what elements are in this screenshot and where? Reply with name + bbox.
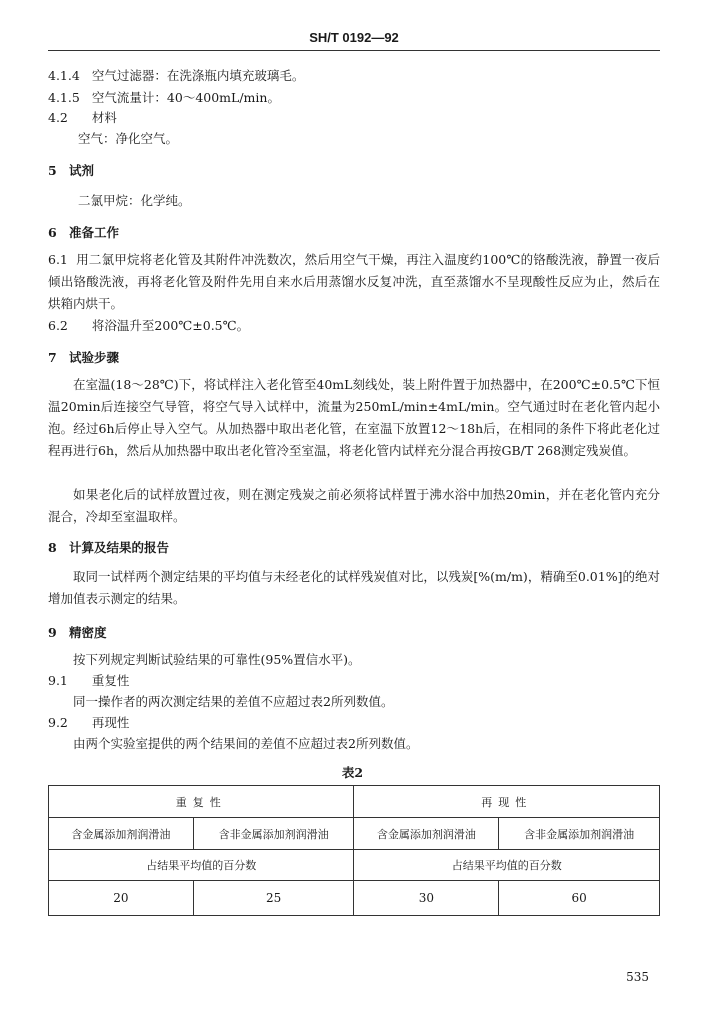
materials-air: 空气：净化空气。 <box>78 131 179 146</box>
precision-table <box>48 785 660 916</box>
clause-number: 4.2 <box>48 110 68 125</box>
section-9-title <box>48 623 107 641</box>
table-row <box>49 786 660 818</box>
group-header-repeatability: 重复性 <box>49 786 354 818</box>
section-heading: 试验步骤 <box>69 350 120 365</box>
section-5-title <box>48 161 94 179</box>
table-value-cell: 25 <box>193 881 354 916</box>
clause-text: 再现性 <box>91 715 130 730</box>
section-7-paragraph-2: 如果老化后的试样放置过夜，则在测定残炭之前必须将试样置于沸水浴中加热20min，并在老化管内充分混合，冷却至室温取样。 <box>48 487 660 524</box>
table-header-cell: 含金属添加剂润滑油 <box>49 818 194 850</box>
clause-number: 4.1.5 <box>48 90 80 105</box>
section-heading: 计算及结果的报告 <box>69 540 170 555</box>
table-header-cell: 含非金属添加剂润滑油 <box>499 818 660 850</box>
section-6-title <box>48 223 119 241</box>
section-number: 9 <box>48 625 57 640</box>
clause-number: 6.1 <box>48 252 68 267</box>
clause-number: 9.2 <box>48 715 68 730</box>
section-heading: 准备工作 <box>69 225 120 240</box>
section-number: 5 <box>48 163 57 178</box>
page-header: SH/T 0192—92 <box>48 30 660 51</box>
clause-number: 9.1 <box>48 673 68 688</box>
table-value-cell: 60 <box>499 881 660 916</box>
table-header-cell: 含金属添加剂润滑油 <box>354 818 499 850</box>
table-value-cell: 30 <box>354 881 499 916</box>
clause-text: 重复性 <box>91 673 130 688</box>
section-heading: 精密度 <box>69 625 107 640</box>
table-header-cell: 含非金属添加剂润滑油 <box>193 818 354 850</box>
table-caption: 表2 <box>341 765 364 780</box>
section-7-title <box>48 348 119 366</box>
clause-text: 空气过滤器：在洗涤瓶内填充玻璃毛。 <box>91 68 305 83</box>
clause-text: 空气流量计：40～400mL/min。 <box>91 90 280 105</box>
clause-4-2 <box>48 108 117 126</box>
table-row <box>49 818 660 850</box>
clause-4-1-4 <box>48 66 304 84</box>
clause-text: 用二氯甲烷将老化管及其附件冲洗数次，然后用空气干燥，再注入温度约100℃的铬酸洗液，静置一夜后倾出铬酸洗液，再将老化管及附件先用自来水后用蒸馏水反复冲洗，直至蒸馏水不呈现酸性反应为止，然后在烘箱内烘干。 <box>48 252 661 311</box>
repeatability-text: 同一操作者的两次测定结果的差值不应超过表2所列数值。 <box>73 694 394 709</box>
unit-label-cell: 占结果平均值的百分数 <box>49 850 354 881</box>
section-8-title <box>48 538 169 556</box>
clause-number: 6.2 <box>48 318 68 333</box>
clause-4-1-5 <box>48 88 280 106</box>
table-row <box>49 850 660 881</box>
section-8-paragraph: 取同一试样两个测定结果的平均值与未经老化的试样残炭值对比，以残炭[%(m/m)，精确至0.01%]的绝对增加值表示测定的结果。 <box>48 569 660 606</box>
section-number: 8 <box>48 540 57 555</box>
section-number: 6 <box>48 225 57 240</box>
clause-text: 材料 <box>91 110 117 125</box>
clause-9-2 <box>48 713 129 731</box>
section-number: 7 <box>48 350 57 365</box>
table-row <box>49 881 660 916</box>
page-number: 535 <box>626 970 649 984</box>
reproducibility-text: 由两个实验室提供的两个结果间的差值不应超过表2所列数值。 <box>73 736 419 751</box>
section-7-paragraph-1: 在室温(18～28℃)下，将试样注入老化管至40mL刻线处，装上附件置于加热器中，在200℃±0.5℃下恒温20min后连接空气导管，将空气导入试样中，流量为250mL/min±4mL/min。空气通过时在老化管内起小泡。经过6h后停止导入空气。从加热器中取出老化管，在室温下放置12～18h后，在相同的条件下将此老化过程再进行6h，然后从加热器中取出老化管冷至室温，将老化管内试样充分混合再按GB/T 268测定残炭值。 <box>48 377 660 458</box>
section-9-paragraph: 按下列规定判断试验结果的可靠性(95%置信水平)。 <box>73 652 361 667</box>
clause-number: 4.1.4 <box>48 68 80 83</box>
clause-6-1 <box>48 249 660 315</box>
clause-text: 将浴温升至200℃±0.5℃。 <box>91 318 250 333</box>
clause-6-2 <box>48 316 249 334</box>
group-header-reproducibility: 再现性 <box>354 786 660 818</box>
reagent-dichloromethane: 二氯甲烷：化学纯。 <box>78 193 191 208</box>
section-heading: 试剂 <box>69 163 95 178</box>
unit-label-cell: 占结果平均值的百分数 <box>354 850 660 881</box>
clause-9-1 <box>48 671 129 689</box>
table-value-cell: 20 <box>49 881 194 916</box>
